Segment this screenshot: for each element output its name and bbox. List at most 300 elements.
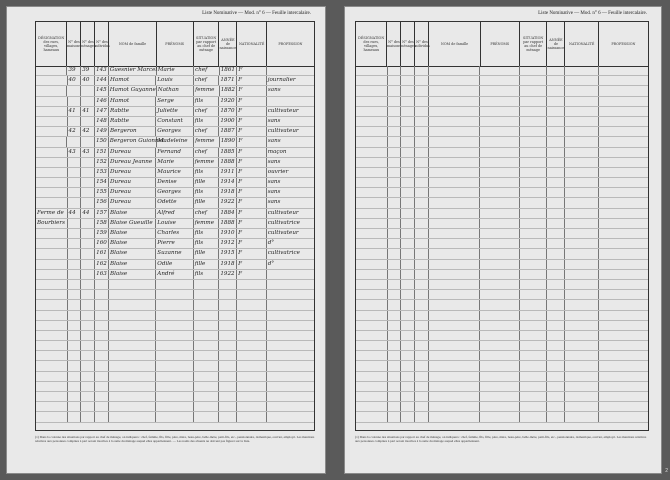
cell-house (68, 249, 82, 258)
cell-menage: 39 (81, 66, 95, 75)
cell-prenom (480, 127, 519, 136)
cell-prenom: Suzanne (156, 249, 193, 258)
cell-house (388, 280, 402, 289)
cell-year (219, 311, 237, 320)
cell-nat: F (237, 107, 267, 116)
cell-nat (565, 321, 599, 330)
cell-year: 1912 (219, 239, 237, 248)
cell-year (547, 290, 565, 299)
cell-prof (267, 382, 314, 391)
cell-menage (401, 117, 415, 126)
cell-ind (415, 392, 429, 401)
cell-prenom (480, 188, 519, 197)
page-header: Liste Nominative — Mod. n° 6 — Feuille intercalaire. (202, 11, 311, 16)
cell-house (388, 290, 402, 299)
table-header (36, 22, 314, 67)
cell-place (36, 229, 68, 238)
cell-nom (429, 331, 480, 340)
cell-nat (565, 392, 599, 401)
table-row (36, 361, 314, 371)
table-row (356, 97, 648, 107)
cell-year (547, 219, 565, 228)
cell-nom (429, 290, 480, 299)
cell-ind: 162 (95, 260, 109, 269)
cell-place (36, 158, 68, 167)
cell-ind (415, 188, 429, 197)
cell-rel (520, 331, 548, 340)
cell-menage (81, 117, 95, 126)
table-header (356, 22, 648, 67)
cell-place (36, 382, 68, 391)
cell-house (68, 300, 82, 309)
cell-place (36, 97, 68, 106)
table-row (356, 280, 648, 290)
table-row (36, 137, 314, 147)
cell-rel: chef (194, 148, 220, 157)
cell-nom: Blaise (109, 249, 156, 258)
cell-menage (401, 341, 415, 350)
table-row (356, 321, 648, 331)
cell-prenom: Charles (156, 229, 193, 238)
table-row (36, 270, 314, 280)
cell-ind: 158 (95, 219, 109, 228)
cell-menage (401, 148, 415, 157)
cell-nat (565, 117, 599, 126)
cell-ind (415, 97, 429, 106)
cell-ind (415, 158, 429, 167)
cell-menage (401, 76, 415, 85)
cell-prof: journalier (267, 77, 296, 84)
cell-place (356, 86, 388, 95)
cell-rel (520, 178, 548, 187)
cell-place (36, 168, 68, 177)
cell-prenom: Marie (157, 66, 194, 75)
cell-nat (565, 229, 599, 238)
cell-rel: fils (194, 117, 220, 126)
cell-house (67, 137, 81, 146)
cell-house (388, 239, 402, 248)
cell-rel (520, 402, 548, 411)
cell-year: 1887 (219, 127, 237, 136)
table-row (36, 412, 314, 422)
cell-house (388, 260, 402, 269)
cell-nom: Bergeron Guionnet (109, 137, 157, 146)
cell-house (68, 117, 82, 126)
cell-nat (565, 66, 599, 75)
cell-nom (429, 76, 480, 85)
table-row (36, 97, 314, 107)
cell-prof (599, 188, 648, 197)
cell-prof (599, 219, 648, 228)
cell-nat (565, 97, 599, 106)
cell-prenom (480, 290, 519, 299)
cell-rel: fils (194, 270, 220, 279)
table-row (356, 351, 648, 361)
cell-year (219, 351, 237, 360)
cell-nat: F (237, 158, 267, 167)
cell-place (356, 361, 388, 370)
cell-rel (194, 402, 220, 411)
cell-ind (415, 331, 429, 340)
cell-house (388, 97, 402, 106)
cell-rel (520, 311, 548, 320)
cell-menage (81, 229, 95, 238)
cell-nom (429, 229, 480, 238)
cell-rel (520, 168, 548, 177)
table-row (36, 402, 314, 412)
cell-house (68, 290, 82, 299)
cell-prof (599, 209, 648, 218)
cell-prof (599, 66, 648, 75)
cell-rel (194, 280, 220, 289)
cell-rel (520, 66, 548, 75)
cell-prof (599, 392, 648, 401)
cell-prof (599, 290, 648, 299)
cell-year: 1918 (219, 188, 237, 197)
cell-ind (95, 300, 109, 309)
cell-ind (415, 321, 429, 330)
cell-prof (599, 300, 648, 309)
cell-place (356, 260, 388, 269)
cell-year (547, 331, 565, 340)
cell-menage (81, 168, 95, 177)
cell-menage (81, 311, 95, 320)
cell-prof: sans (267, 138, 281, 145)
table-row (356, 290, 648, 300)
left-page (6, 6, 326, 474)
cell-nat (237, 351, 267, 360)
cell-year (547, 86, 565, 95)
cell-house (388, 412, 402, 421)
cell-nat (565, 402, 599, 411)
cell-prenom (156, 392, 193, 401)
cell-year (219, 382, 237, 391)
cell-menage (401, 351, 415, 360)
cell-menage (401, 260, 415, 269)
cell-rel: chef (194, 107, 220, 116)
cell-menage (81, 321, 95, 330)
cell-year (219, 361, 237, 370)
table-row (36, 107, 314, 117)
cell-menage: 43 (81, 148, 95, 157)
cell-prenom (156, 361, 193, 370)
cell-prof: sans (267, 179, 281, 186)
cell-rel (520, 300, 548, 309)
cell-ind (415, 260, 429, 269)
cell-rel: fils (194, 239, 220, 248)
cell-year: 1915 (219, 249, 237, 258)
cell-place (36, 311, 68, 320)
cell-prof: ouvrier (267, 168, 289, 175)
table-row (36, 76, 314, 86)
cell-nat (237, 290, 267, 299)
cell-place (356, 219, 388, 228)
table-row (356, 76, 648, 86)
table-row (36, 188, 314, 198)
cell-year (547, 209, 565, 218)
cell-place (36, 290, 68, 299)
cell-nat: F (237, 239, 267, 248)
cell-prof: sans (267, 189, 281, 196)
column-header: NATIONALITÉ (237, 22, 266, 66)
cell-nom (109, 300, 156, 309)
table-row (356, 158, 648, 168)
cell-rel (520, 127, 548, 136)
table-row (36, 260, 314, 270)
cell-nom: Dureau (109, 168, 156, 177)
cell-prenom (480, 382, 519, 391)
cell-nat: F (237, 249, 267, 258)
cell-prenom (480, 361, 519, 370)
cell-nat (565, 290, 599, 299)
cell-house (388, 137, 402, 146)
cell-nat (565, 127, 599, 136)
cell-prenom: Odile (156, 260, 193, 269)
column-header: N° des maisons (67, 22, 81, 66)
cell-ind (415, 311, 429, 320)
cell-menage (401, 270, 415, 279)
cell-year (547, 148, 565, 157)
cell-house (68, 351, 82, 360)
cell-rel: fille (194, 198, 220, 207)
cell-menage (81, 249, 95, 258)
cell-prof: cultivateur (267, 209, 299, 216)
cell-ind (415, 382, 429, 391)
cell-prof: d° (267, 260, 275, 267)
cell-prenom (480, 402, 519, 411)
cell-rel (520, 412, 548, 421)
cell-prof (267, 66, 314, 75)
cell-nom (109, 361, 156, 370)
cell-menage (401, 290, 415, 299)
cell-ind (415, 361, 429, 370)
cell-nat (565, 260, 599, 269)
cell-year (219, 341, 237, 350)
cell-ind: 143 (95, 66, 109, 75)
cell-house (68, 168, 82, 177)
table-row (36, 239, 314, 249)
cell-nom (429, 168, 480, 177)
cell-nom (429, 188, 480, 197)
cell-place (356, 137, 388, 146)
cell-prof: cultivatrice (267, 250, 300, 257)
cell-prof: sans (267, 87, 281, 94)
cell-prenom (480, 66, 519, 75)
cell-house (68, 198, 82, 207)
column-header: N° des individus (95, 22, 109, 66)
cell-ind (95, 351, 109, 360)
cell-prenom (480, 178, 519, 187)
cell-place (356, 382, 388, 391)
cell-nat: F (237, 137, 266, 146)
table-row (36, 341, 314, 351)
cell-house (67, 86, 81, 95)
cell-prenom: Marie (156, 158, 193, 167)
cell-house (68, 97, 82, 106)
cell-menage (81, 158, 95, 167)
cell-rel (194, 331, 220, 340)
cell-rel (520, 148, 548, 157)
cell-nom (429, 249, 480, 258)
cell-year (219, 392, 237, 401)
cell-year (547, 372, 565, 381)
cell-menage (401, 392, 415, 401)
cell-prenom: Denise (156, 178, 193, 187)
cell-rel (194, 372, 220, 381)
cell-nat (565, 280, 599, 289)
cell-nom: Bergeron (109, 127, 156, 136)
cell-nom (429, 178, 480, 187)
cell-ind (415, 351, 429, 360)
cell-nom: Dureau (109, 178, 156, 187)
cell-prof (599, 178, 648, 187)
cell-place (356, 178, 388, 187)
cell-ind: 152 (95, 158, 109, 167)
cell-prenom (156, 341, 193, 350)
column-header: NATIONALITÉ (565, 22, 598, 66)
cell-place (36, 76, 68, 85)
cell-nat: F (237, 260, 267, 269)
cell-prenom (480, 341, 519, 350)
cell-nat (565, 341, 599, 350)
cell-place (356, 341, 388, 350)
cell-prenom: Louise (156, 219, 193, 228)
cell-nat (237, 412, 267, 421)
cell-menage (81, 412, 95, 421)
cell-year: 1882 (220, 86, 238, 95)
cell-menage (401, 280, 415, 289)
cell-prof (599, 361, 648, 370)
cell-year (547, 402, 565, 411)
cell-nat (237, 331, 267, 340)
cell-house: 43 (68, 148, 82, 157)
cell-ind: 153 (95, 168, 109, 177)
column-header: N° des individus (415, 22, 429, 66)
cell-menage (81, 361, 95, 370)
cell-prenom (156, 321, 193, 330)
cell-rel (194, 341, 220, 350)
cell-nom (429, 300, 480, 309)
cell-year: 1900 (219, 117, 237, 126)
cell-year: 1920 (219, 97, 237, 106)
cell-nat: F (237, 229, 267, 238)
cell-house (388, 198, 402, 207)
cell-ind: 159 (95, 229, 109, 238)
cell-nom (109, 331, 156, 340)
cell-prenom (156, 280, 193, 289)
cell-rel (520, 107, 548, 116)
column-header: PROFESSION (278, 42, 303, 46)
cell-prenom (156, 311, 193, 320)
table-row (356, 168, 648, 178)
table-row (356, 402, 648, 412)
cell-year (547, 280, 565, 289)
cell-year: 1911 (219, 168, 237, 177)
cell-ind (415, 107, 429, 116)
cell-prenom (156, 351, 193, 360)
cell-rel (194, 351, 220, 360)
cell-nom: Dureau (109, 198, 156, 207)
cell-nat: F (237, 209, 267, 218)
cell-ind: 151 (95, 148, 109, 157)
cell-prenom (480, 158, 519, 167)
cell-year (547, 260, 565, 269)
cell-prof (599, 76, 648, 85)
cell-nat: F (237, 86, 266, 95)
cell-place (36, 239, 68, 248)
cell-nom: Hamot (109, 76, 156, 85)
cell-house (388, 229, 402, 238)
cell-place (356, 392, 388, 401)
cell-menage (81, 188, 95, 197)
cell-rel (520, 209, 548, 218)
table-row (36, 209, 314, 219)
cell-year: 1922 (219, 270, 237, 279)
cell-house (388, 117, 402, 126)
cell-rel (520, 219, 548, 228)
cell-nom: Blaise Gueuille (109, 219, 156, 228)
cell-rel (520, 341, 548, 350)
cell-rel (520, 198, 548, 207)
cell-rel (194, 300, 220, 309)
cell-nom (429, 382, 480, 391)
cell-nom (429, 66, 480, 75)
cell-rel (520, 249, 548, 258)
cell-nat: F (237, 76, 267, 85)
cell-nom: Dureau (109, 188, 156, 197)
cell-prof (599, 270, 648, 279)
cell-prof (267, 361, 314, 370)
cell-year (547, 127, 565, 136)
cell-year (219, 321, 237, 330)
cell-nat (565, 198, 599, 207)
cell-prof (599, 280, 648, 289)
cell-prof (599, 239, 648, 248)
cell-place (356, 76, 388, 85)
cell-menage (401, 127, 415, 136)
cell-house (388, 107, 402, 116)
cell-nom (429, 107, 480, 116)
cell-place (36, 117, 68, 126)
table-row (36, 86, 314, 96)
cell-house (388, 86, 402, 95)
table-row (356, 209, 648, 219)
cell-prof (599, 249, 648, 258)
cell-house (388, 361, 402, 370)
cell-prof (599, 321, 648, 330)
cell-nat (565, 158, 599, 167)
cell-ind (95, 412, 109, 421)
cell-menage (81, 372, 95, 381)
column-header: SITUATION par rapport au chef de ménage (520, 22, 548, 66)
cell-place (356, 97, 388, 106)
cell-menage (401, 402, 415, 411)
cell-rel (194, 382, 220, 391)
cell-nom (429, 137, 480, 146)
cell-house (68, 260, 82, 269)
cell-year: 1861 (220, 66, 238, 75)
cell-prenom (480, 249, 519, 258)
cell-prof (267, 331, 314, 340)
cell-prenom (480, 97, 519, 106)
cell-prenom: Alfred (156, 209, 193, 218)
cell-menage (81, 270, 95, 279)
cell-nom: Blaise (109, 229, 156, 238)
cell-house (388, 382, 402, 391)
cell-nat (565, 382, 599, 391)
cell-nom (429, 361, 480, 370)
cell-nat (565, 178, 599, 187)
